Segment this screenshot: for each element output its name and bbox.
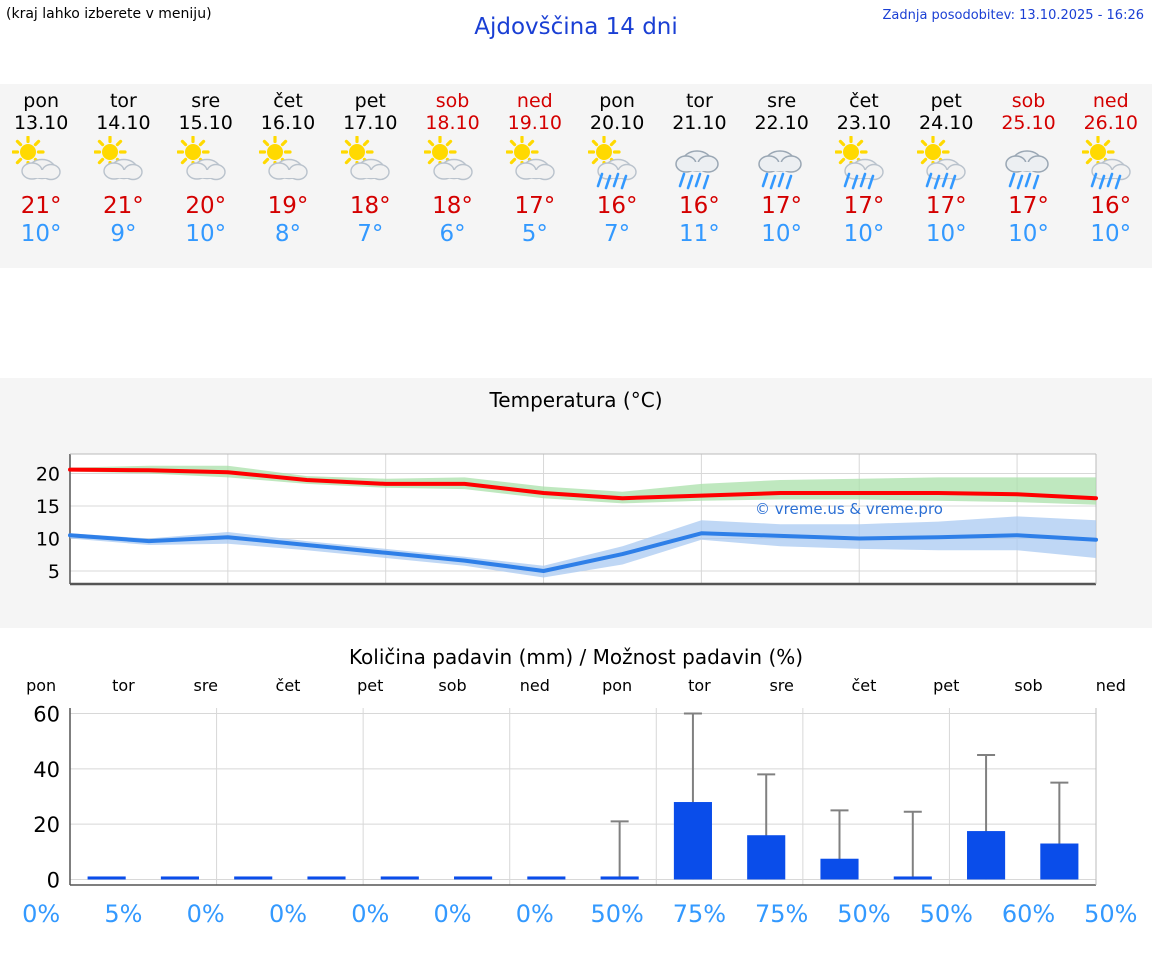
forecast-day-column bbox=[165, 84, 247, 268]
day-date: 26.10 bbox=[1083, 112, 1138, 134]
forecast-day-column bbox=[247, 84, 329, 268]
precip-probability-label: 0% bbox=[433, 900, 472, 928]
precip-day-label: sob bbox=[1014, 676, 1043, 695]
copyright-label: © vreme.us & vreme.pro bbox=[755, 500, 943, 518]
day-date: 25.10 bbox=[1001, 112, 1056, 134]
precip-day-label: sre bbox=[769, 676, 794, 695]
precip-day-label: tor bbox=[112, 676, 135, 695]
precip-probability-label: 50% bbox=[1084, 900, 1138, 928]
forecast-day-column bbox=[823, 84, 905, 268]
day-date: 13.10 bbox=[13, 112, 69, 134]
day-max-temp: 18° bbox=[349, 193, 391, 219]
forecast-day-column bbox=[411, 84, 493, 268]
precip-day-label: sob bbox=[438, 676, 467, 695]
temperature-plot-svg bbox=[0, 412, 1152, 612]
precip-day-label: pet bbox=[933, 676, 960, 695]
forecast-day-column bbox=[0, 84, 82, 268]
svg-text:0: 0 bbox=[46, 868, 60, 893]
day-name: pet bbox=[930, 90, 962, 112]
forecast-day-column bbox=[658, 84, 740, 268]
forecast-day-column bbox=[82, 84, 164, 268]
day-date: 16.10 bbox=[260, 112, 316, 134]
day-min-temp: 10° bbox=[1008, 221, 1049, 247]
precip-probability-label: 5% bbox=[104, 900, 143, 928]
page-header bbox=[0, 0, 1152, 44]
day-date: 24.10 bbox=[919, 112, 974, 134]
precipitation-chart-title: Količina padavin (mm) / Možnost padavin (%) bbox=[348, 645, 804, 669]
svg-text:5: 5 bbox=[47, 561, 60, 583]
sun-cloud-icon bbox=[506, 136, 564, 190]
sun-cloud-icon bbox=[341, 136, 399, 190]
precipitation-day-labels bbox=[0, 676, 1152, 698]
day-min-temp: 10° bbox=[761, 221, 803, 247]
precip-probability-label: 75% bbox=[672, 900, 727, 928]
day-name: pon bbox=[23, 90, 59, 112]
sun-cloud-icon bbox=[424, 136, 482, 190]
precip-probability-label: 50% bbox=[837, 900, 891, 928]
day-min-temp: 10° bbox=[843, 221, 885, 247]
cloud-rain-icon bbox=[670, 136, 728, 190]
forecast-day-column bbox=[741, 84, 823, 268]
svg-text:60: 60 bbox=[33, 702, 60, 727]
day-min-temp: 5° bbox=[521, 221, 548, 247]
precip-probability-label: 0% bbox=[268, 900, 308, 928]
precip-probability-label: 0% bbox=[351, 900, 390, 928]
day-min-temp: 10° bbox=[20, 221, 62, 247]
svg-text:20: 20 bbox=[33, 813, 60, 838]
day-date: 19.10 bbox=[507, 112, 563, 134]
precip-day-label: ned bbox=[1095, 676, 1126, 695]
forecast-day-column bbox=[494, 84, 576, 268]
day-max-temp: 17° bbox=[761, 193, 803, 219]
svg-text:15: 15 bbox=[35, 496, 60, 518]
day-name: ned bbox=[1092, 90, 1129, 112]
day-date: 20.10 bbox=[589, 112, 645, 134]
cloud-rain-icon bbox=[753, 136, 811, 190]
day-name: sre bbox=[767, 90, 797, 112]
sun-cloud-rain-icon bbox=[588, 136, 646, 190]
precip-probability-label: 50% bbox=[919, 900, 973, 928]
day-name: čet bbox=[849, 90, 879, 112]
day-name: pon bbox=[599, 90, 635, 112]
precipitation-plot-svg bbox=[0, 698, 1152, 903]
forecast-day-column bbox=[905, 84, 987, 268]
forecast-day-column bbox=[987, 84, 1069, 268]
day-name: sob bbox=[435, 90, 470, 112]
day-max-temp: 21° bbox=[20, 193, 62, 219]
day-max-temp: 20° bbox=[185, 193, 227, 219]
forecast-day-strip bbox=[0, 84, 1152, 268]
day-date: 23.10 bbox=[836, 112, 892, 134]
precip-probability-label: 0% bbox=[22, 900, 61, 928]
temperature-panel bbox=[0, 378, 1152, 628]
day-name: čet bbox=[273, 90, 303, 112]
day-name: tor bbox=[109, 90, 137, 112]
last-updated: Zadnja posodobitev: 13.10.2025 - 16:26 bbox=[882, 8, 1144, 23]
svg-text:20: 20 bbox=[35, 463, 60, 486]
day-min-temp: 7° bbox=[604, 221, 631, 247]
sun-cloud-rain-icon bbox=[917, 136, 975, 190]
page-title: Ajdovščina 14 dni bbox=[474, 14, 678, 40]
day-max-temp: 16° bbox=[679, 193, 720, 219]
forecast-day-column bbox=[329, 84, 411, 268]
day-min-temp: 9° bbox=[110, 221, 137, 247]
day-max-temp: 17° bbox=[843, 193, 885, 219]
precipitation-chart bbox=[0, 698, 1152, 903]
precip-day-label: ned bbox=[519, 676, 550, 695]
forecast-day-column bbox=[576, 84, 658, 268]
day-max-temp: 19° bbox=[267, 193, 309, 219]
day-max-temp: 18° bbox=[432, 193, 473, 219]
precip-probability-label: 0% bbox=[186, 900, 225, 928]
forecast-day-column bbox=[1070, 84, 1152, 268]
day-max-temp: 16° bbox=[1090, 193, 1132, 219]
sun-cloud-icon bbox=[177, 136, 235, 190]
day-min-temp: 10° bbox=[1090, 221, 1132, 247]
precip-day-label: pon bbox=[602, 676, 633, 695]
precipitation-probability-labels bbox=[0, 900, 1152, 936]
sun-cloud-icon bbox=[94, 136, 152, 190]
precip-day-label: sre bbox=[193, 676, 218, 695]
day-date: 22.10 bbox=[754, 112, 809, 134]
precip-day-label: pet bbox=[357, 676, 384, 695]
day-max-temp: 16° bbox=[596, 193, 638, 219]
day-max-temp: 17° bbox=[514, 193, 556, 219]
precip-probability-label: 60% bbox=[1001, 900, 1056, 928]
day-name: ned bbox=[516, 90, 553, 112]
day-date: 18.10 bbox=[425, 112, 480, 134]
svg-text:40: 40 bbox=[33, 757, 60, 782]
sun-cloud-rain-icon bbox=[1082, 136, 1140, 190]
day-date: 15.10 bbox=[178, 112, 233, 134]
day-name: pet bbox=[354, 90, 386, 112]
day-max-temp: 17° bbox=[925, 193, 967, 219]
day-min-temp: 6° bbox=[439, 221, 466, 247]
temperature-chart-title: Temperatura (°C) bbox=[489, 388, 663, 412]
precip-day-label: tor bbox=[688, 676, 711, 695]
sun-cloud-rain-icon bbox=[835, 136, 893, 190]
day-name: sre bbox=[191, 90, 221, 112]
precip-probability-label: 0% bbox=[515, 900, 554, 928]
day-min-temp: 10° bbox=[925, 221, 967, 247]
sun-cloud-icon bbox=[259, 136, 317, 190]
precip-day-label: čet bbox=[275, 676, 301, 695]
day-date: 21.10 bbox=[672, 112, 727, 134]
day-max-temp: 21° bbox=[103, 193, 144, 219]
day-date: 17.10 bbox=[343, 112, 398, 134]
temperature-chart bbox=[0, 412, 1152, 612]
day-min-temp: 8° bbox=[274, 221, 302, 247]
location-menu-note: (kraj lahko izberete v meniju) bbox=[6, 6, 212, 22]
day-max-temp: 17° bbox=[1008, 193, 1049, 219]
day-name: tor bbox=[685, 90, 713, 112]
precip-day-label: pon bbox=[26, 676, 57, 695]
precip-probability-label: 75% bbox=[755, 900, 809, 928]
precip-probability-label: 50% bbox=[590, 900, 644, 928]
day-min-temp: 7° bbox=[357, 221, 384, 247]
day-min-temp: 11° bbox=[679, 221, 720, 247]
day-min-temp: 10° bbox=[185, 221, 227, 247]
day-date: 14.10 bbox=[96, 112, 151, 134]
sun-cloud-icon bbox=[12, 136, 70, 190]
precip-day-label: čet bbox=[851, 676, 877, 695]
day-name: sob bbox=[1011, 90, 1046, 112]
svg-text:10: 10 bbox=[35, 528, 60, 551]
cloud-rain-icon bbox=[1000, 136, 1058, 190]
